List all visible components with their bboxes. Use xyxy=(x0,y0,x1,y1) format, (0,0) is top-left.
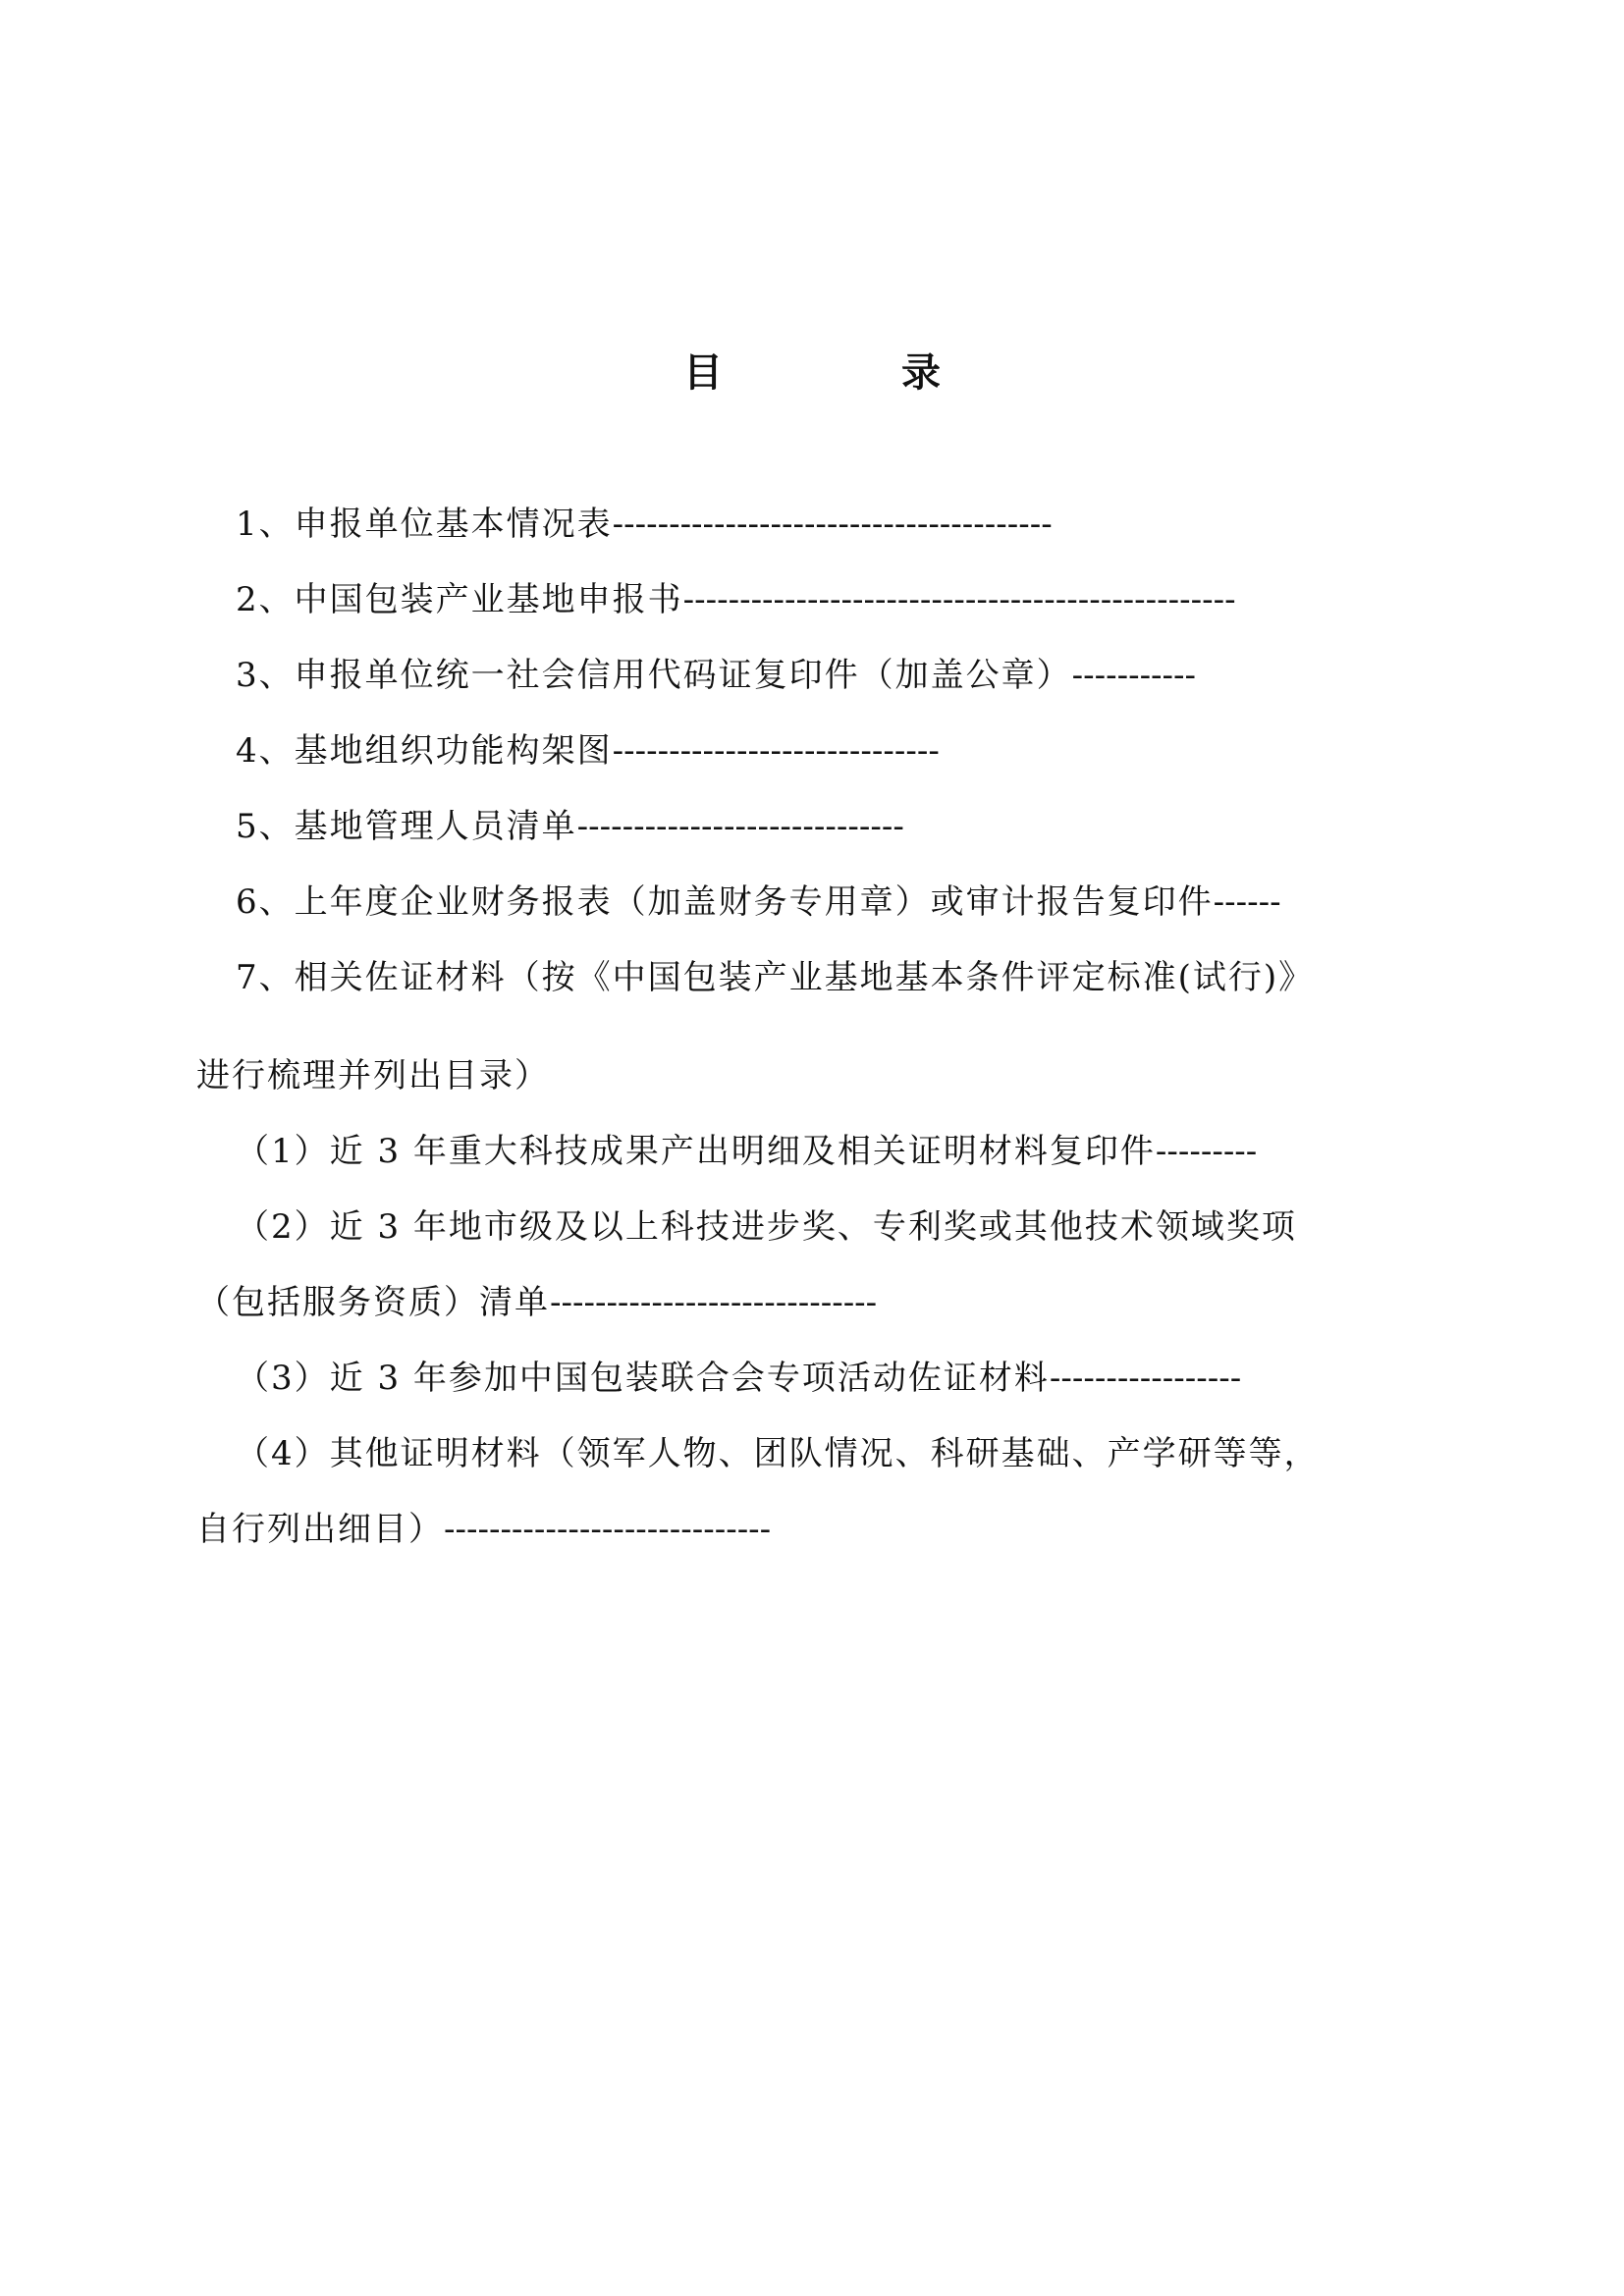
toc-item-2 xyxy=(236,580,1236,619)
toc-item-text: 自行列出细目） xyxy=(196,1510,444,1549)
toc-item-5 xyxy=(236,807,904,846)
toc-leader: ----------- xyxy=(1071,656,1197,695)
toc-item-text: （包括服务资质）清单 xyxy=(196,1283,550,1322)
toc-item-1 xyxy=(236,505,1053,544)
toc-leader: ----------------- xyxy=(1049,1359,1242,1398)
toc-item-text: 4、基地组织功能构架图 xyxy=(236,731,613,771)
toc-leader: ------ xyxy=(1213,882,1281,922)
toc-item-text: 6、上年度企业财务报表（加盖财务专用章）或审计报告复印件 xyxy=(236,882,1214,922)
toc-item-text: （4）其他证明材料（领军人物、团队情况、科研基础、产学研等等， xyxy=(236,1434,1320,1473)
toc-item-text: （1）近 3 年重大科技成果产出明细及相关证明材料复印件 xyxy=(236,1132,1156,1171)
toc-leader: ----------------------------- xyxy=(550,1283,878,1322)
toc-leader: ------------------------------------------------- xyxy=(682,580,1236,619)
page-title: 目 录 xyxy=(683,349,1023,396)
toc-subitem-4-continued xyxy=(196,1510,771,1549)
toc-item-3 xyxy=(236,656,1196,695)
toc-item-text: 2、中国包装产业基地申报书 xyxy=(236,580,683,619)
toc-item-text: 进行梳理并列出目录） xyxy=(196,1056,550,1095)
toc-item-text: 7、相关佐证材料（按《中国包装产业基地基本条件评定标准(试行)》 xyxy=(236,958,1315,997)
toc-item-6 xyxy=(236,882,1281,922)
toc-leader: ----------------------------- xyxy=(612,731,940,771)
toc-item-text: 5、基地管理人员清单 xyxy=(236,807,577,846)
toc-leader: --------- xyxy=(1155,1132,1258,1171)
toc-leader: ----------------------------- xyxy=(576,807,904,846)
toc-subitem-2 xyxy=(236,1207,1297,1247)
toc-subitem-2-continued xyxy=(196,1283,877,1322)
toc-item-text: 1、申报单位基本情况表 xyxy=(236,505,613,544)
toc-subitem-4 xyxy=(236,1434,1320,1473)
toc-item-7-continued xyxy=(196,1056,550,1095)
toc-item-text: （2）近 3 年地市级及以上科技进步奖、专利奖或其他技术领域奖项 xyxy=(236,1207,1297,1247)
toc-leader: --------------------------------------- xyxy=(612,505,1053,544)
toc-item-4 xyxy=(236,731,940,771)
toc-subitem-1 xyxy=(236,1132,1257,1171)
toc-subitem-3 xyxy=(236,1359,1241,1398)
toc-leader: ----------------------------- xyxy=(444,1510,772,1549)
toc-item-text: 3、申报单位统一社会信用代码证复印件（加盖公章） xyxy=(236,656,1072,695)
toc-item-text: （3）近 3 年参加中国包装联合会专项活动佐证材料 xyxy=(236,1359,1050,1398)
toc-item-7 xyxy=(236,958,1314,997)
